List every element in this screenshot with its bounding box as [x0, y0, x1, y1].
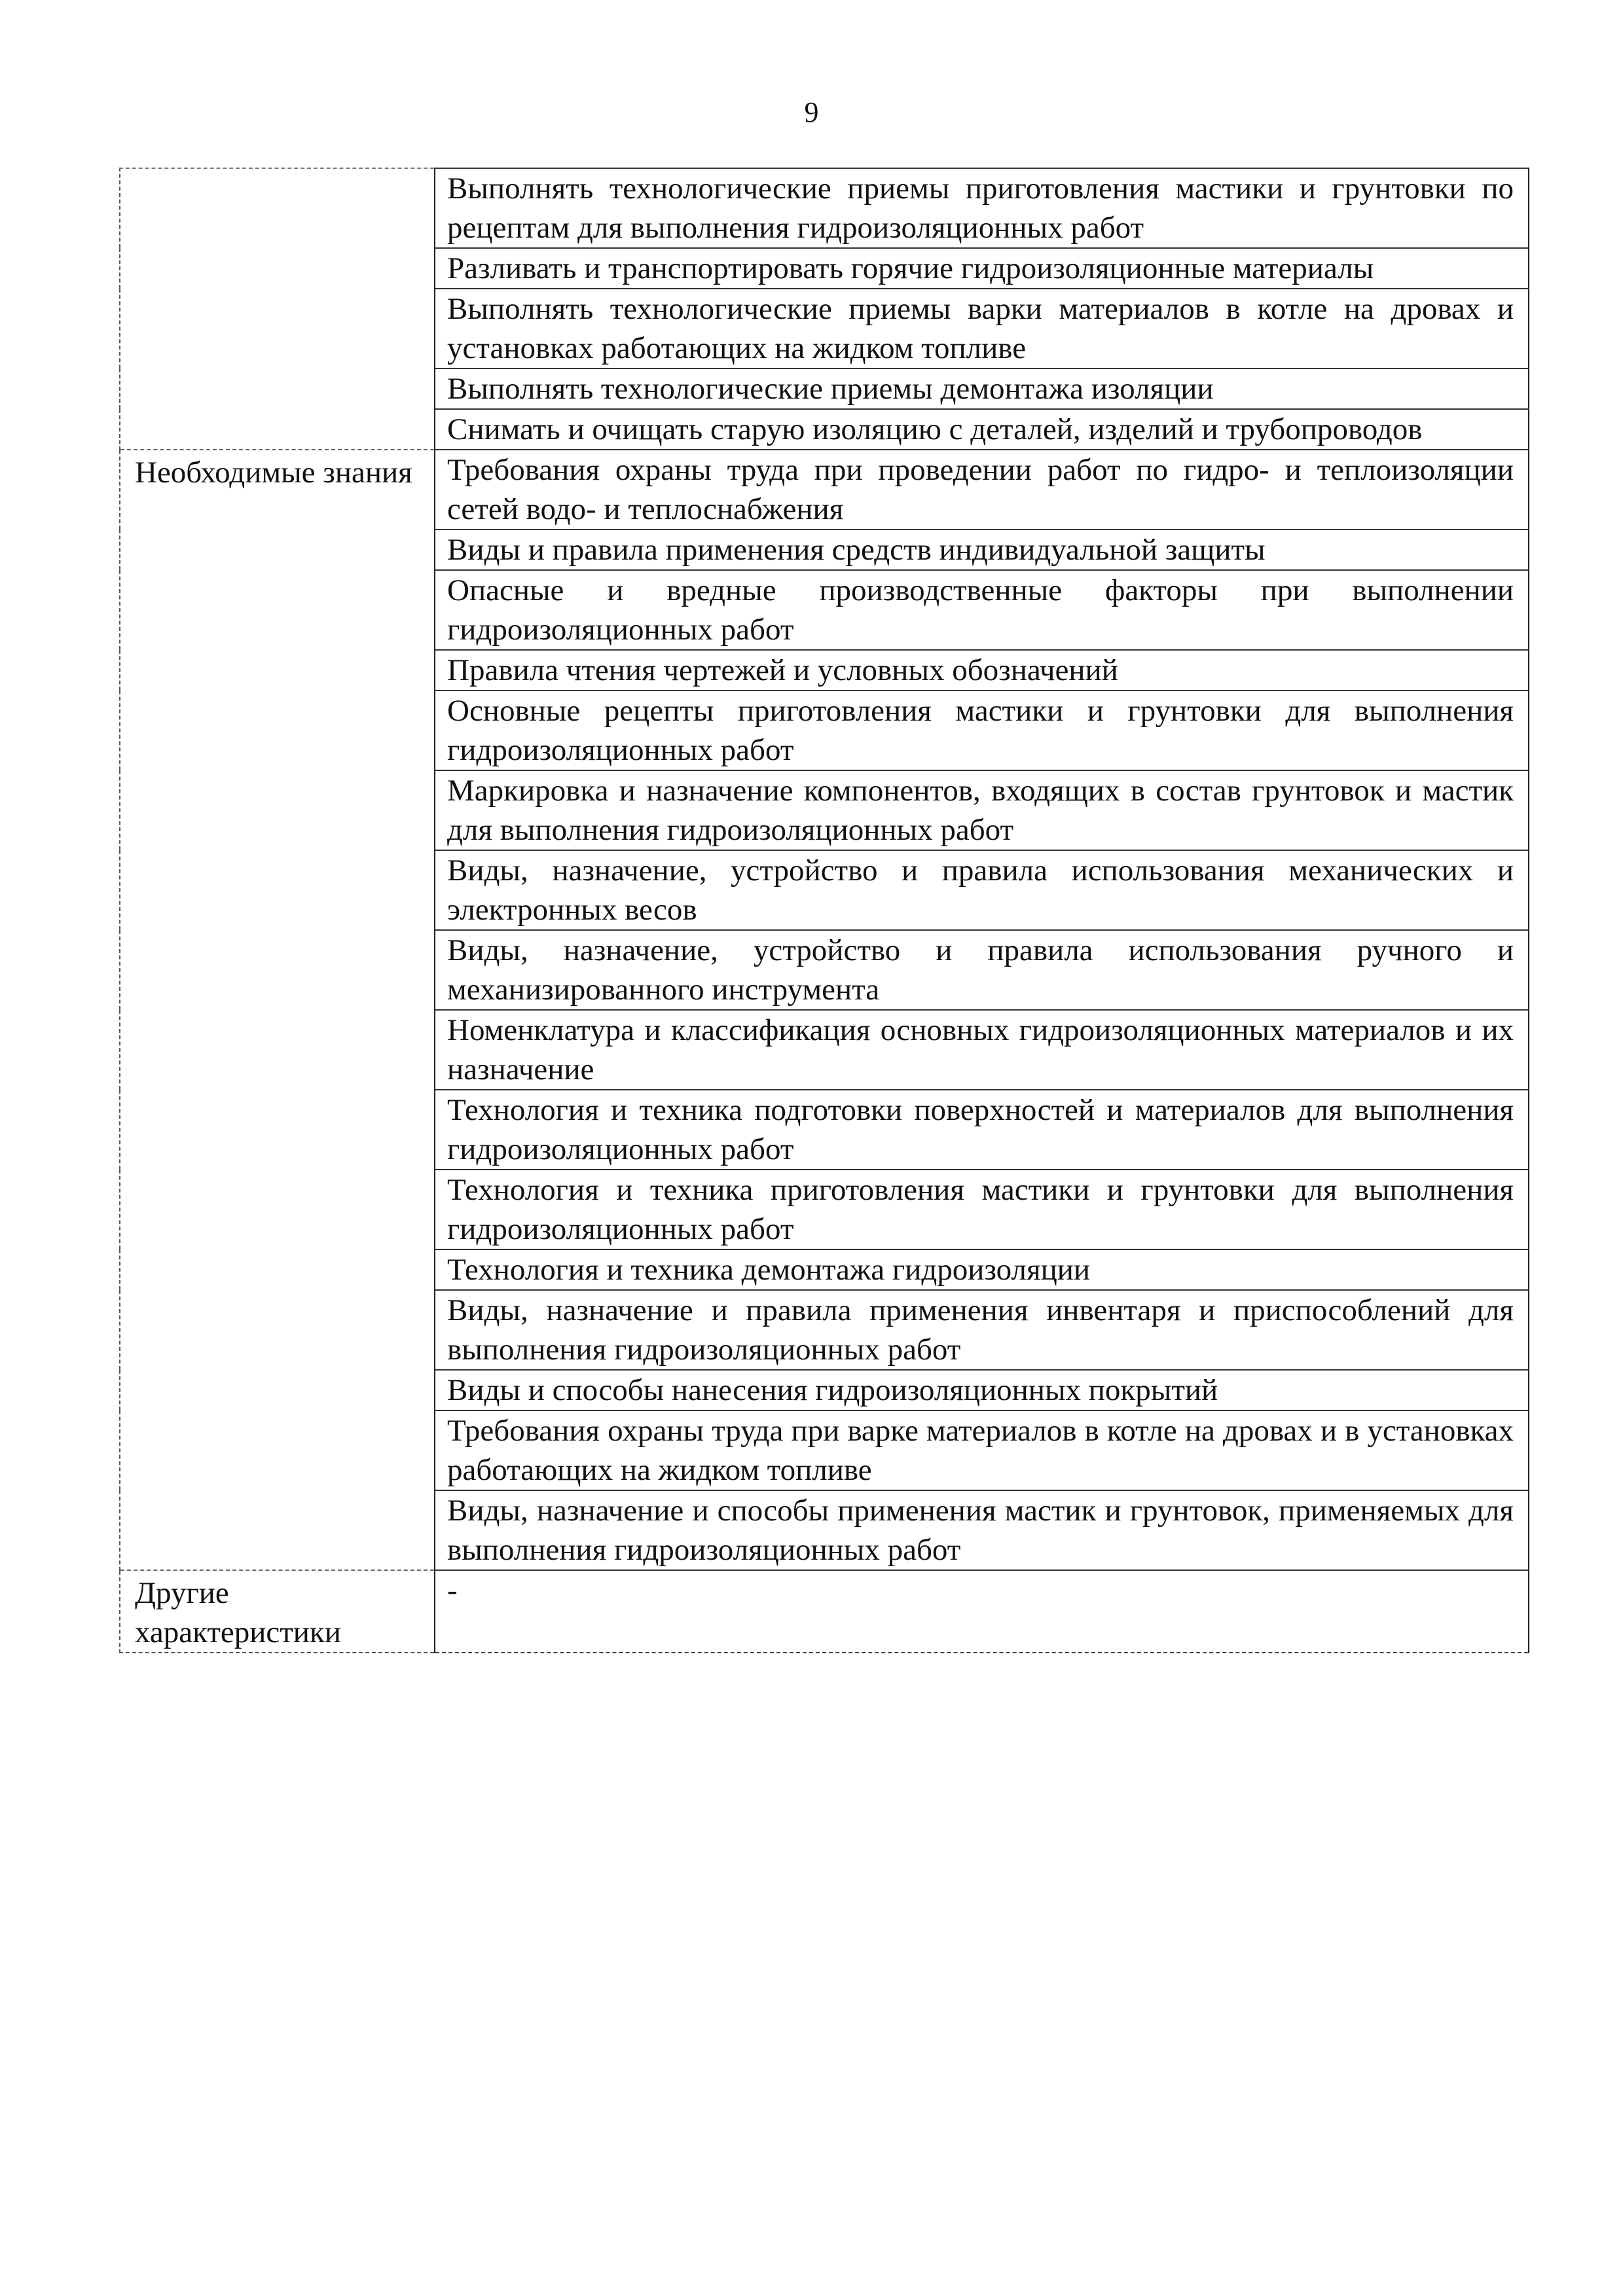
knowledge-item: Технология и техника приготовления мастики и грунтовки для выполнения гидроизоляционных работ	[435, 1170, 1529, 1249]
knowledge-item: Основные рецепты приготовления мастики и грунтовки для выполнения гидроизоляционных работ	[435, 691, 1529, 770]
skill-item: Снимать и очищать старую изоляцию с деталей, изделий и трубопроводов	[435, 409, 1529, 450]
table-row	[120, 450, 1529, 529]
skills-label-cell	[120, 168, 435, 450]
knowledge-item: Требования охраны труда при варке материалов в котле на дровах и в установках работающих на жидком топливе	[435, 1410, 1529, 1490]
other-label-cell: Другие характеристики	[120, 1570, 435, 1653]
knowledge-item: Виды и правила применения средств индивидуальной защиты	[435, 529, 1529, 570]
knowledge-item: Виды, назначение и способы применения мастик и грунтовок, применяемых для выполнения гидроизоляционных работ	[435, 1490, 1529, 1570]
skill-item: Выполнять технологические приемы демонтажа изоляции	[435, 368, 1529, 409]
knowledge-item: Виды, назначение, устройство и правила использования механических и электронных весов	[435, 850, 1529, 930]
knowledge-item: Виды и способы нанесения гидроизоляционных покрытий	[435, 1370, 1529, 1410]
knowledge-item: Номенклатура и классификация основных гидроизоляционных материалов и их назначение	[435, 1010, 1529, 1090]
characteristics-table	[119, 168, 1529, 1653]
skill-item: Выполнять технологические приемы приготовления мастики и грунтовки по рецептам для выполнения гидроизоляционных работ	[435, 168, 1529, 248]
knowledge-item: Опасные и вредные производственные факторы при выполнении гидроизоляционных работ	[435, 570, 1529, 650]
knowledge-item: Требования охраны труда при проведении работ по гидро- и теплоизоляции сетей водо- и теплоснабжения	[435, 450, 1529, 529]
knowledge-label-cell: Необходимые знания	[120, 450, 435, 1570]
knowledge-item: Виды, назначение и правила применения инвентаря и приспособлений для выполнения гидроизоляционных работ	[435, 1290, 1529, 1370]
knowledge-item: Технология и техника подготовки поверхностей и материалов для выполнения гидроизоляционных работ	[435, 1090, 1529, 1170]
table-row	[120, 1570, 1529, 1653]
skill-item: Выполнять технологические приемы варки материалов в котле на дровах и установках работающих на жидком топливе	[435, 289, 1529, 368]
knowledge-item: Технология и техника демонтажа гидроизоляции	[435, 1249, 1529, 1290]
knowledge-item: Виды, назначение, устройство и правила использования ручного и механизированного инструмента	[435, 930, 1529, 1010]
other-value: -	[435, 1570, 1529, 1653]
knowledge-item: Правила чтения чертежей и условных обозначений	[435, 650, 1529, 691]
skill-item: Разливать и транспортировать горячие гидроизоляционные материалы	[435, 248, 1529, 289]
page-number: 9	[804, 96, 819, 128]
table-row	[120, 168, 1529, 248]
knowledge-item: Маркировка и назначение компонентов, входящих в состав грунтовок и мастик для выполнения гидроизоляционных работ	[435, 770, 1529, 850]
